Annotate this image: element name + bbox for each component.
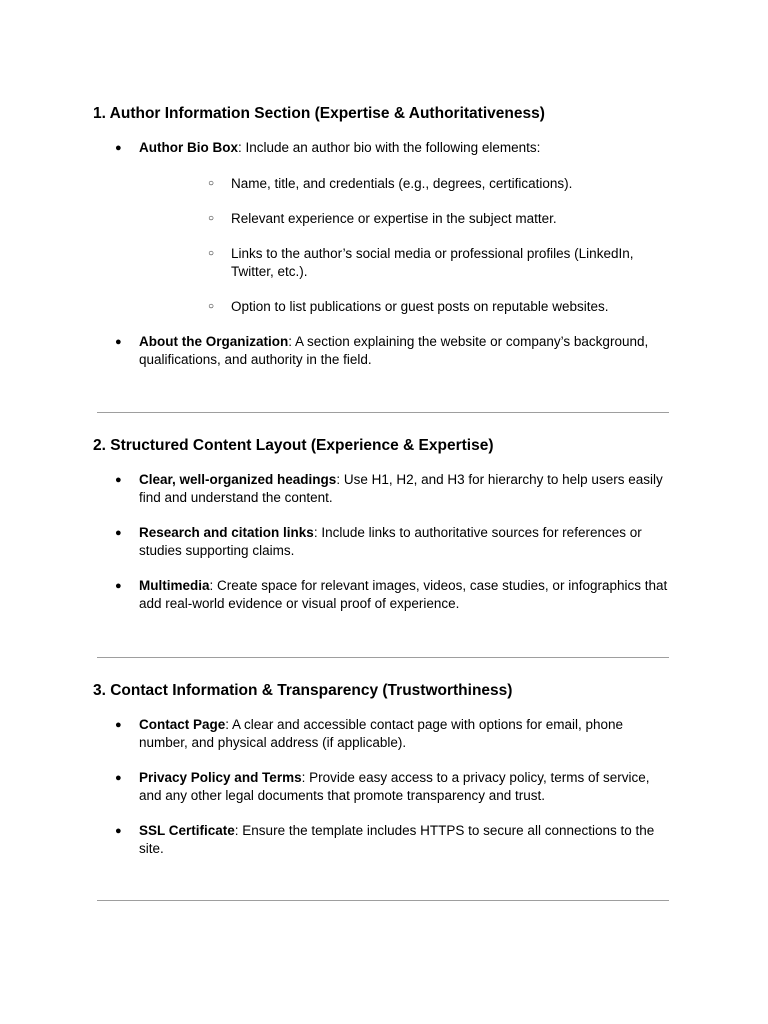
section-structured-content [93,436,673,613]
item-text: : A section explaining the website or company’s background, qualifications, and authority in the field. [139,334,649,367]
item-text: : Include an author bio with the following elements: [238,140,541,155]
item-term: Research and citation links [139,525,314,540]
item-term: Contact Page [139,717,226,732]
section-contact-information [93,681,673,858]
list-item [93,716,673,752]
item-term: Clear, well-organized headings [139,472,337,487]
section-author-information [93,104,673,369]
item-term: Privacy Policy and Terms [139,770,302,785]
horizontal-divider [97,657,669,658]
item-text: : Include links to authoritative sources for references or studies supporting claims. [139,525,642,558]
horizontal-divider [97,900,669,901]
item-term: Multimedia [139,578,210,593]
section-heading: 3. Contact Information & Transparency (Trustworthiness) [93,682,513,699]
item-text: : Ensure the template includes HTTPS to secure all connections to the site. [139,823,655,856]
item-term: SSL Certificate [139,823,235,838]
sub-list-item: ○ Links to the author’s social media or professional profiles (LinkedIn, Twitter, etc.). [139,245,673,281]
sub-bullet-list [139,175,673,316]
sub-list-item: ○ Name, title, and credentials (e.g., degrees, certifications). [139,175,673,193]
bullet-list [93,139,673,369]
list-item [93,769,673,805]
list-item [93,471,673,507]
bullet-list [93,471,673,613]
item-term: About the Organization [139,334,289,349]
item-text: : Provide easy access to a privacy policy, terms of service, and any other legal documents that promote transparency and trust. [139,770,650,803]
item-text: : A clear and accessible contact page with options for email, phone number, and physical address (if applicable). [139,717,624,750]
section-heading: 2. Structured Content Layout (Experience & Expertise) [93,437,494,454]
item-text: : Create space for relevant images, videos, case studies, or infographics that add real-world evidence or visual proof of experience. [139,578,668,611]
bullet-list [93,716,673,858]
item-term: Author Bio Box [139,140,238,155]
horizontal-divider [97,412,669,413]
list-item [93,524,673,560]
list-item [93,822,673,858]
list-item [93,333,673,369]
section-heading: 1. Author Information Section (Expertise & Authoritativeness) [93,105,545,122]
list-item [93,577,673,613]
sub-list-item: ○ Relevant experience or expertise in the subject matter. [139,210,673,228]
item-text: : Use H1, H2, and H3 for hierarchy to help users easily find and understand the content. [139,472,663,505]
list-item [93,139,673,316]
sub-list-item: ○ Option to list publications or guest posts on reputable websites. [139,298,673,316]
